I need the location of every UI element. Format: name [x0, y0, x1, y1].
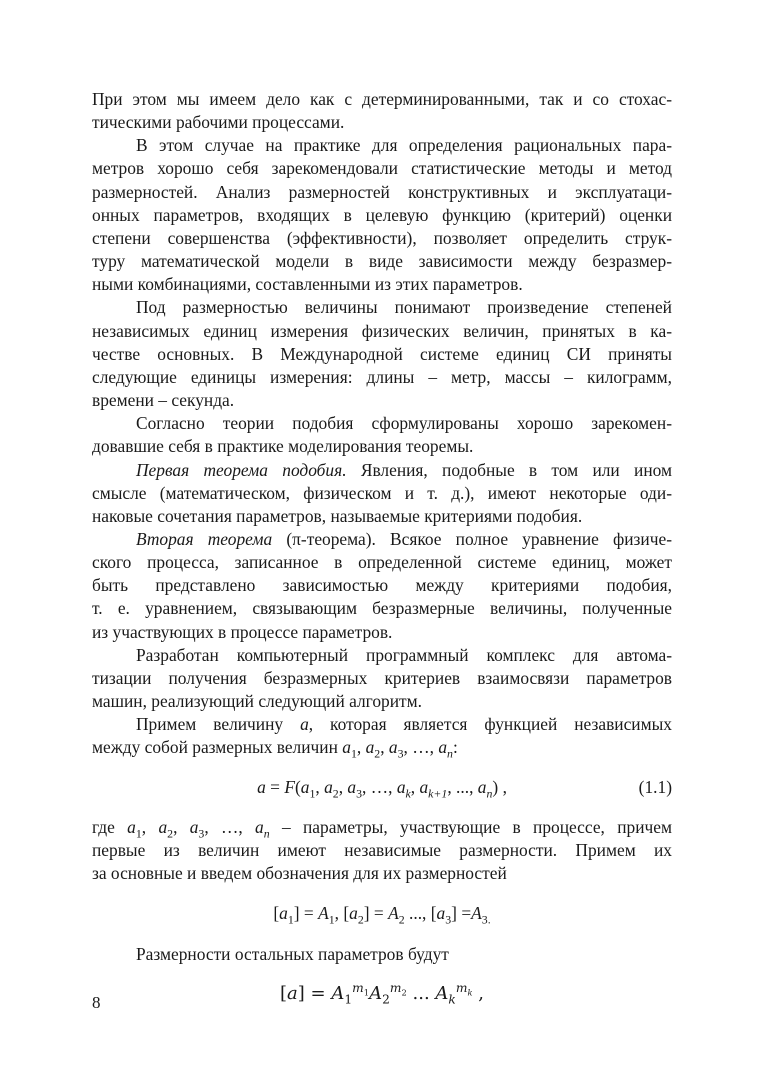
op: =: [461, 903, 472, 924]
sep: ,: [410, 776, 420, 797]
var: A: [331, 983, 345, 1005]
text-line: Согласно теории подобия сформулированы хорошо зарекомен-: [136, 413, 672, 434]
var: a: [279, 903, 288, 924]
equation-exponents: [92, 981, 672, 1008]
text-line: При этом мы имеем дело как с детерминированными, так и со стохас-: [92, 89, 672, 109]
text-line: метров хорошо себя зарекомендовали статистические методы и метод: [92, 158, 672, 179]
bracket: ]: [451, 903, 457, 924]
sub: 2: [332, 786, 339, 800]
var: A: [318, 903, 329, 924]
sub: 1: [135, 826, 142, 841]
text-line: В этом случае на практике для определения рациональных пара-: [136, 135, 672, 156]
bracket: [: [273, 903, 280, 924]
paragraph-9: [92, 816, 672, 885]
var: a: [158, 816, 168, 837]
sep: ,: [422, 903, 431, 924]
sub: 1: [344, 993, 353, 1008]
sub: 3: [397, 746, 404, 761]
paragraph-1: [92, 88, 672, 134]
text-run: Примем величину: [136, 714, 301, 735]
sep: ,: [356, 737, 366, 758]
text-line: за основные и введем обозначения для их размерностей: [92, 863, 507, 883]
bracket: [: [343, 903, 350, 924]
sep: ,: [141, 816, 159, 837]
sub: 1: [309, 786, 316, 800]
sup: m: [352, 981, 364, 996]
sub: 3: [356, 786, 363, 800]
sep: ,: [173, 816, 190, 837]
var: F: [284, 776, 295, 797]
bracket: ]: [293, 903, 300, 924]
var: a: [365, 737, 375, 758]
text-line: независимых единиц измерения физических величин, принятых в ка-: [92, 320, 672, 341]
sep: ,: [447, 776, 457, 797]
op: =: [373, 903, 384, 924]
sub: 1: [363, 987, 370, 998]
sep: ,: [502, 776, 507, 797]
paragraph-3: [92, 296, 672, 412]
paragraph-8: [92, 713, 672, 759]
text-line: туру математической модели в виде зависимости между безразмер-: [92, 251, 672, 272]
sub: k+1: [428, 786, 448, 800]
bracket: [: [280, 983, 288, 1005]
text-line: размерностей. Анализ размерностей конструктивных и эксплуатаци-: [92, 181, 672, 202]
text-line: честве основных. В Международной системе единиц СИ приняты: [92, 343, 672, 364]
var: a: [189, 816, 199, 837]
sep: ,: [469, 776, 478, 797]
sub: 2: [357, 912, 364, 927]
bracket: ]: [297, 983, 305, 1005]
text-line: быть представлено зависимостью между критериями подобия,: [92, 575, 672, 596]
text-line: [92, 528, 672, 551]
sep: ,: [238, 816, 256, 837]
op: =: [310, 983, 326, 1005]
document-body: [92, 88, 672, 1006]
sep: ,: [380, 737, 389, 758]
text-run: – параметры, участвующие в процессе, причем: [269, 816, 672, 837]
op: =: [270, 776, 280, 797]
bracket: [: [430, 903, 437, 924]
sub: 2: [401, 987, 407, 998]
paragraph-7: [92, 644, 672, 713]
text-line: первые из величин имеют независимые размерности. Примем их: [92, 839, 672, 860]
sub: n: [263, 826, 270, 841]
text-run: (π-теорема). Всякое полное уравнение физиче-: [272, 528, 672, 549]
theorem-title: Первая теорема подобия.: [136, 459, 347, 480]
var: a: [342, 737, 351, 758]
text-run: где: [92, 816, 128, 837]
paragraph-first-theorem: [92, 459, 672, 528]
var-a: a: [300, 714, 309, 735]
var: a: [300, 776, 310, 797]
op: =: [303, 903, 314, 924]
text-line: времени – секунда.: [92, 390, 235, 411]
sep: ,: [338, 776, 348, 797]
text-line: машин, реализующий следующий алгоритм.: [92, 691, 423, 712]
sep: ,: [478, 983, 484, 1005]
paragraph-2: [92, 134, 672, 296]
sub: 2: [398, 912, 405, 927]
var: a: [127, 816, 136, 837]
equation-dimensions: [92, 902, 672, 925]
text-line: тизации получения безразмерных критериев взаимосвязи параметров: [92, 667, 672, 688]
text-line: довавшие себя в практике моделирования теоремы.: [92, 436, 474, 457]
paragraph-10: [92, 943, 672, 966]
sep: ,: [403, 737, 413, 758]
var: A: [369, 983, 383, 1005]
sub: 2: [167, 826, 174, 841]
ellipsis: …: [370, 776, 389, 797]
sub: 2: [382, 993, 390, 1008]
text-line: ского процесса, записанное в определенной системе единиц, может: [92, 552, 672, 573]
var: A: [388, 903, 399, 924]
paren: ): [492, 776, 499, 797]
sub: 3: [198, 826, 205, 841]
text-run: Явления, подобные в том или ином: [346, 459, 672, 480]
sub: 3: [481, 912, 488, 927]
var: a: [349, 903, 358, 924]
text-line: из участвующих в процессе параметров.: [92, 621, 393, 642]
paragraph-second-theorem: [92, 528, 672, 644]
paren: (: [294, 776, 301, 797]
var: a: [388, 737, 398, 758]
text-run: между собой размерных величин: [92, 737, 343, 758]
var: a: [438, 737, 448, 758]
var: a: [396, 776, 406, 797]
text-line: смысле (математическом, физическом и т. д.), имеют некоторые оди-: [92, 482, 672, 503]
sub: n: [447, 746, 453, 761]
ellipsis: ...: [412, 983, 430, 1005]
var: a: [477, 776, 487, 797]
var: A: [471, 903, 482, 924]
text-line: [92, 736, 672, 759]
var: a: [324, 776, 333, 797]
sub: 1: [350, 746, 357, 761]
text-line: тическими рабочими процессами.: [92, 112, 345, 133]
sup: m: [389, 981, 402, 996]
ellipsis: ...: [409, 903, 423, 924]
sep: .: [487, 912, 491, 927]
sub: k: [405, 786, 411, 800]
sep: ,: [388, 776, 397, 797]
sup: m: [455, 981, 468, 996]
sub: 1: [328, 912, 335, 927]
var: a: [419, 776, 429, 797]
text-line: [92, 713, 672, 736]
bracket: ]: [363, 903, 370, 924]
sep: :: [452, 737, 458, 758]
text-line: Разработан компьютерный программный комплекс для автома-: [136, 644, 672, 665]
text-run: , которая является функцией независимых: [308, 714, 672, 735]
sep: ,: [429, 737, 439, 758]
theorem-title: Вторая теорема: [136, 528, 273, 549]
sep: ,: [315, 776, 325, 797]
text-line: следующие единицы измерения: длины – метр, массы – килограмм,: [92, 366, 672, 387]
sub: 3: [445, 912, 452, 927]
var: a: [255, 816, 264, 837]
sub: k: [467, 987, 473, 998]
text-line: наковые сочетания параметров, называемые критериями подобия.: [92, 505, 583, 526]
sub: n: [486, 786, 493, 800]
text-line: Размерности остальных параметров будут: [136, 944, 449, 965]
var: a: [287, 983, 298, 1005]
var: a: [347, 776, 357, 797]
var: a: [257, 776, 266, 797]
sep: ,: [362, 776, 371, 797]
text-line: т. е. уравнением, связывающим безразмерные величины, полученные: [92, 598, 672, 619]
sep: ,: [334, 903, 344, 924]
var: a: [436, 903, 446, 924]
text-line: ными комбинациями, составленными из этих параметров.: [92, 274, 523, 295]
text-line: [92, 459, 672, 482]
page-number: 8: [92, 993, 101, 1012]
equation-number: (1.1): [638, 776, 672, 797]
equation-1-1: [92, 776, 672, 799]
ellipsis: ...: [456, 776, 470, 797]
text-line: Под размерностью величины понимают произведение степеней: [136, 297, 672, 318]
sub: 1: [287, 912, 294, 927]
ellipsis: …: [412, 737, 430, 758]
text-line: [92, 816, 672, 839]
text-line: онных параметров, входящих в целевую функцию (критерий) оценки: [92, 204, 672, 225]
sub: 2: [374, 746, 381, 761]
text-line: степени совершенства (эффективности), позволяет определить струк-: [92, 227, 672, 248]
var: A: [435, 983, 449, 1005]
sub: k: [448, 993, 456, 1008]
sep: ,: [204, 816, 221, 837]
ellipsis: …: [221, 816, 239, 837]
paragraph-4: [92, 412, 672, 458]
